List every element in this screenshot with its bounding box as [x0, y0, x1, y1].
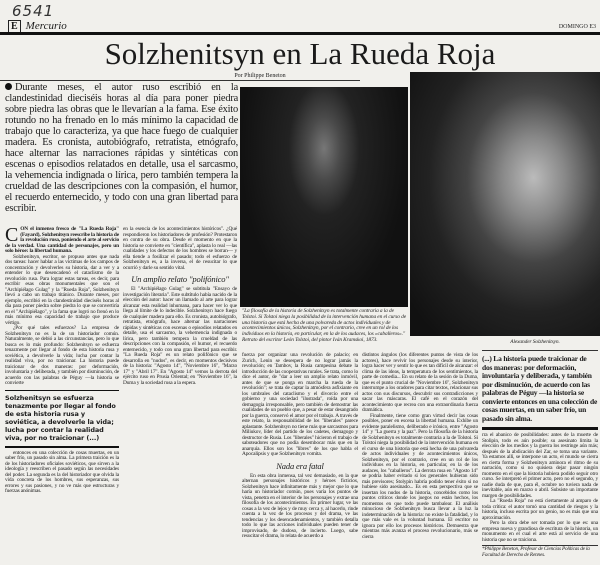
top-rule [0, 32, 600, 35]
col1-intro: ON el inmenso fresco de "La Rueda Roja" (Fayard), Solzhenitsyn reescribe la historia de la revolución rusa, poniendo el arte al servicio de la verdad. Una cantidad de personajes, pero un solo héroe: la libertad humana. [5, 226, 119, 254]
col2-para: El "Archipiélago Gulag" se subtitula "Ensayo de investigación literaria". Este subtítulo había nacido de la elección del autor: hacer un llamado al arte para lograr alcanzar esta realidad inhumana, para hacer ver lo que llega al límite de lo indecible. Solzhenitsyn hace fuego de cualquier madera para ello. Es cronista, autobiógrafo, retratista, etnógrafo, hace alternar las narraciones rápidas y sintéticas con escenas o episodios relatados en detalle, usa el sarcasmo, la vehemencia indignada o lírica, pero también tempera la crueldad de las descripciones con la compasión, el humor, el recuerdo enternecido, y todo con una gran libertad para escribir. "La Rueda Roja" es un relato polifónico que se desarrolla en "nudos", es decir, en momentos decisivos de la historia: "Agosto 14", "Noviembre 16", "Marzo 17" y "Abril 17". En "Agosto 14" vemos la derrota del ejército ruso en Prusia Oriental; en "Noviembre 16", la Duma y la sociedad rusa a la espera. [123, 286, 237, 386]
column-2 [123, 227, 237, 386]
col1-para: entonces en una colección de cosas muertas, en un saber frío, un pasado sin alma. La primera traición es la de los historiadores oficiales soviéticos, que sirven a la ideología y reescriben el pasado según las necesidades del poder. La segunda es la del historiador que olvida la vida concreta de los hombres, sus esperanzas, sus errores y sus pasiones, y no ve más que estructuras y fuerzas anónimas. [5, 449, 119, 494]
col1-para: ¿Por qué tales esfuerzos? La empresa de Solzhenitsyn no es la de un historiador común. Naturalmente, se debió a las circunstancias, pero lo que busca es lo más profundo: Solzhenitsyn se esfuerza tenazmente por llegar al fondo de esta historia rusa y soviética, a devolverle la vida; lucha por contar la realidad viva, por no traicionar. La historia puede traicionar de dos maneras: por deformación, involuntaria y deliberada, y también por disminución, de acuerdo con las palabras de Péguy —la historia se convierte [5, 325, 119, 386]
author-footnote: *Philippe Beneton, Profesor de Ciencias Políticas de la Facultad de Derecho de Rennes. [482, 545, 598, 558]
pull-quote-rule [482, 427, 598, 430]
masthead-marker: E [8, 20, 21, 33]
column-5 [482, 350, 598, 558]
tolstoy-caption [242, 309, 408, 344]
col4-para: Finalmente, tiene como gran virtud decir las cosas posibles, poner en escena la libertad humana. Exhibe un evidente paralelismo, deliberado e irónico, entre "Agosto 14" y "La guerra y la paz". Pero la filosofía de la historia de Solzhenitsyn es totalmente contraria a la de Tolstoi. Si Tolstoi niega la posibilidad de la intervención humana en el curso de una historia que está hecha de una polvareda de actos individuales y de acontecimientos únicos, Solzhenitsyn, por el contrario, cree en un rol de los individuos en la historia, en particular, en la de los audaces, los "caballeros". La derrota rusa en "Agosto 14" se podría haber evitado si los generales hubieran sido más previsores; Stolypin habría podido tener éxito si no hubiese sido asesinado... Es en esta perspectiva que se insertan los nudos de la historia, concebidos como los puntos críticos donde los juegos no están hechos, los momentos en que todo puede tambalear. El análisis minucioso de Solzhenitsyn busca llevar a la luz la indeterminación de la historia: no existe la fatalidad, y lo que más vale es la voluntad humana. El escritor no ignora por ello los procesos históricos. Demuestra que mientras más avanza el proceso revolucionario, más se cierra [362, 412, 478, 540]
section-info: DOMINGO E3 [558, 24, 596, 30]
byline-rule [0, 80, 360, 81]
handwritten-annotation: 6541 [12, 2, 55, 20]
bullet-icon [5, 83, 12, 90]
col5-para: La "Rueda Roja" no está ciertamente al amparo de toda crítica: el autor tomó una cantidad de riesgos y la historia, incluso escrita por un genio, no es más que una aproximación. [482, 498, 598, 521]
col4-para: distintos ángulos (los diferentes puntos de vista de los actores), hace revivir los personajes desde su interior, logra hacer ver y sentir lo que es tan difícil de alcanzar: el clima de las ideas, la temperatura de los sentimientos, la parte de comedia... En su relato de la sesión de la Duma, que es el punto crucial de "Noviembre 16", Solzhenitsyn interrumpe a los oradores para citar textos, relacionar sus actos con sus discursos, descubrir sus contradicciones y sacar las máscaras. El café en el corazón del acontecimiento que recrea con una extraordinaria fuerza dramática. [362, 352, 478, 413]
pull-quote-right: (...) La historia puede traicionar de dos maneras: por deformación, involuntaria y deliberada, y también por disminución, de acuerdo con las palabras de Péguy —la historia se convierte entonces en una colección de cosas muertas, en un saber frío, un pasado sin alma. [482, 350, 598, 423]
col5-para: Pero la obra debe ser tomada por lo que es: una empresa nueva y grandiosa de escritura de la historia, un monumento en el cual el arte está al servicio de una historia que no se traiciona. [482, 520, 598, 543]
solzhenitsyn-caption: Alexander Solzhenitsyn. [510, 339, 560, 345]
tolstoy-caption-quote: "La filosofía de la historia de Solzhenitsyn es totalmente contraria a la de Tolstoi. Si Tolstoi niega la posibilidad de la intervención humana en el curso de una historia que está hecha de una polvareda de actos individuales y de acontecimientos únicos, Solzhenitsyn, por el contrario, cree en un rol de los individuos en la historia, en particular, en la de los audaces, los «caballeros»." [242, 308, 406, 338]
paper-name: Mercurio [25, 20, 67, 32]
column-1 [5, 224, 119, 495]
article-title: Solzhenitsyn en La Rueda Roja [104, 36, 496, 71]
pull-quote-left: Solzhenitsyn se esfuerza tenazmente por llegar al fondo de esta historia rusa y soviética, a devolverle la vida; lucha por contar la realidad viva, por no traicionar (...) [5, 390, 119, 448]
solzhenitsyn-photo [410, 72, 600, 336]
byline: Por Philippe Beneton [234, 73, 286, 79]
column-4 [362, 353, 478, 540]
masthead [8, 21, 67, 32]
col3-para: En esta obra inmensa, tal vez demasiado, en la que alternan personajes históricos y héroes ficticios, Solzhenitsyn hace infinitamente más y mejor que lo que haría un historiador común, pues varía los puntos de vista, penetra en el interior de los personajes y extrae una filosofía de los acontecimientos. En primer lugar, ve las cosas a la vez de lejos y de muy cerca y, al hacerlo, rinde cuenta a la vez de los procesos y del drama, ve las tendencias y los desencadenamientos, y también detalla todo lo que las acciones individuales pueden tener de improvisado, de dudoso, de incierto. Luego, sabe resucitar el drama, lo relata de acuerdo a [242, 472, 358, 539]
drop-cap: C [5, 224, 19, 246]
col2-para: en la esencia de los acontecimientos históricos". ¿Qué respondieron los historiadores de profesión? Protestaron en contra de su obra. Desde el momento en que la historia se convierte en "científica", aplasta lo real —las cualidades y los defectos de los hombres se borran— y ella tiende a fosilizar el pasado; todo el esfuerzo de Solzhenitsyn es, a la inversa, el de resucitar lo que ocurrió y darle su sentido vital. [123, 226, 237, 271]
tolstoy-caption-credit: Retrato del escritor León Tolstoi, del pintor Iván Kramskoi, 1873. [242, 336, 378, 343]
column-3 [242, 353, 358, 540]
tolstoy-portrait [240, 87, 408, 307]
col5-para: rra el abanico de posibilidades: antes de la muerte de Stolipin, todo es aún posible; su asesinato limita la elección de los medios y la guerra los restringe aún más; después de la abdicación del Zar, se toma una variante. Ya estamos allí, se interpone un acto, el mundo se cierra en cierta forma y Solzhenitsyn aminora el ritmo de su narración, como si no quisiera dejar pasar ningún momento en el que la historia hubiera podido seguir otro curso. Se interpretó el primer acto, pero no el segundo, y nadie duda de que, para él, octubre no tuviera nada de inevitable, aún en marzo o abril. Subsiste un importante margen de posibilidades. [482, 432, 598, 499]
col3-para: fuerza por organizar una revolución de palacio; en Zurich, Lenin se desespera de no lograr jamás la revolución; en Tambov, la Rusia campesina debate la introducción de las cooperativas rurales. Se trata, como lo dice el autor, de "dar a leer un amplio relato inmóvil, antes de que se ponga en marcha la rueda de la revolución"; se trata de captar la atmósfera asfixiante en los umbrales del cataclismo y el divorcio entre el gobierno y una sociedad "ilustrada", roída por una demagogia irresponsable, pero también de demostrar las cualidades de un pueblo que, a pesar de estar desangrado por la guerra, conservó el amor por el trabajo. A través de este relato, la responsabilidad de los "liberales" parece aplastante. Solzhenitsyn no tiene más que sarcasmos para Miliukov, líder del partido de los cadetes, demagogo y destructor de Rusia. Los "liberales" hicieron el trabajo de saboteadores que no podía desembocar más que en la anarquía. Ellos son los "libres" de los que habla el Apocalipsis y que Solzhenitsyn vomita. [242, 352, 358, 457]
subheading-nada-era-fatal: Nada era fatal [276, 460, 324, 471]
subheading-polifonico: Un amplio relato "polifónico" [131, 274, 229, 284]
lead-paragraph [5, 82, 238, 214]
col1-para: Solzhenitsyn, escritor, se propuso antes que nada dos tareas: hacer hablar a las víctimas de los campos de concentración y devolverles su historia, dar a ver y a entender lo que desencadenó el cataclismo de la revolución rusa. Para lograr estas tareas, es decir, para escribir esas obras monumentales que son el "Archipiélago Gulag" y la "Rueda Roja", Solzhenitsyn llevó a cabo un trabajo titánico. Durante meses, por ejemplo, escribió en la clandestinidad dieciséis horas al día para poner piedra sobre piedra lo que se convertiría en el "Archipiélago", y la fama que logró no frenó en lo más mínimo esa capacidad de trabajo que produce vértigo. [5, 253, 119, 326]
lead-text: Durante meses, el autor ruso escribió en la clandestinidad dieciséis horas al día para poner piedra sobre piedra las obras que le llevarían a la fama. Ese éxito rotundo no ha frenado en lo más mínimo la capacidad de trabajo que lo caracteriza, ya que hace fuego de cualquier madera. Es cronista, autobiógrafo, retratista, etnógrafo, hace alternar las narraciones rápidas y sintéticas con escenas o episodios relatados en detalle, usa el sarcasmo, la vehemencia indignada o lírica, pero también tempera la crueldad de las descripciones con la compasión, el humor, el recuerdo enternecido, y todo con una gran libertad para escribir. [5, 82, 238, 214]
